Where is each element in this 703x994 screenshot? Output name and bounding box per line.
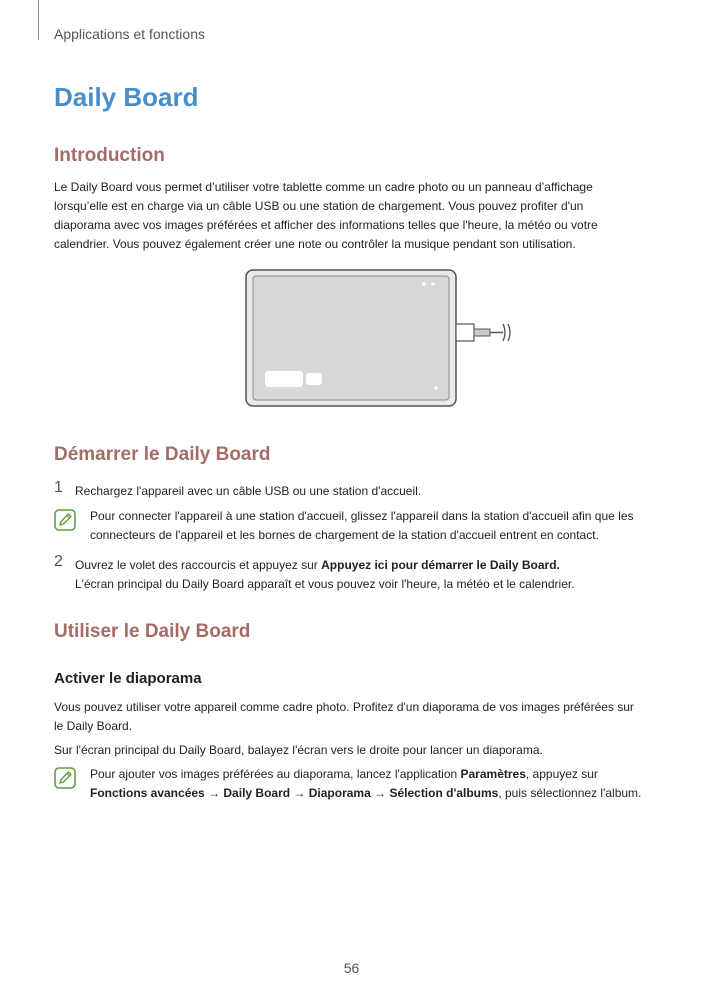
header-rule [38,0,39,40]
arrow-icon: → [290,786,309,800]
note-2 [90,765,655,803]
menu-path-album-selection: Sélection d'albums [389,786,499,800]
running-header: Applications et fonctions [54,26,205,42]
menu-path-settings: Paramètres [460,767,526,781]
intro-heading: Introduction [54,145,165,166]
note-text: , appuyez sur [525,767,598,781]
note-text: , puis sélectionnez l'album. [498,786,642,800]
note-1 [90,507,655,545]
step-2-bold-label: Appuyez ici pour démarrer le Daily Board. [321,558,560,572]
tablet-illustration [240,266,530,412]
intro-paragraph [54,178,652,254]
menu-path-slideshow: Diaporama [308,786,371,800]
slideshow-paragraph-2: Sur l'écran principal du Daily Board, balayez l'écran vers le droite pour lancer un diaporama. [54,743,543,757]
intro-line: lorsqu’elle est en charge via un câble USB ou une station de chargement. Vous pouvez profiter d'un [54,199,584,213]
step-number: 1 [54,479,63,496]
slideshow-paragraph-1 [54,698,652,736]
arrow-icon: → [204,786,224,800]
start-heading: Démarrer le Daily Board [54,444,271,465]
note-line: connecteurs de l'appareil et les bornes de chargement de la station d'accueil entrent en contact. [90,528,599,542]
step-2-text-pre: Ouvrez le volet des raccourcis et appuyez sur [75,558,322,572]
intro-line: calendrier. Vous pouvez également créer une note ou contrôler la musique pendant son utilisation. [54,237,576,251]
para-line: Vous pouvez utiliser votre appareil comme cadre photo. Profitez d'un diaporama de vos images préférées sur [54,700,634,714]
step-2-text [75,556,655,594]
note-text: Pour ajouter vos images préférées au diaporama, lancez l'application [90,767,461,781]
arrow-icon: → [370,786,390,800]
note-icon [54,767,76,789]
use-heading: Utiliser le Daily Board [54,621,251,642]
intro-line: Le Daily Board vous permet d’utiliser votre tablette comme un cadre photo ou un panneau d’affichage [54,180,593,194]
page-title: Daily Board [54,82,199,112]
intro-line: diaporama avec vos images préférées et afficher des informations telles que l'heure, la météo ou votre [54,218,598,232]
slideshow-subheading: Activer le diaporama [54,670,202,687]
page-number: 56 [343,960,360,976]
menu-path-advanced-features: Fonctions avancées [90,786,205,800]
step-2-line-2: L'écran principal du Daily Board apparaît et vous pouvez voir l'heure, la météo et le calendrier. [75,577,575,591]
para-line: le Daily Board. [54,719,133,733]
note-line: Pour connecter l'appareil à une station d'accueil, glissez l'appareil dans la station d'accueil afin que les [90,509,634,523]
note-icon [54,509,76,531]
step-number: 2 [54,553,63,570]
menu-path-daily-board: Daily Board [223,786,291,800]
step-1-text: Rechargez l'appareil avec un câble USB ou une station d'accueil. [75,484,422,498]
